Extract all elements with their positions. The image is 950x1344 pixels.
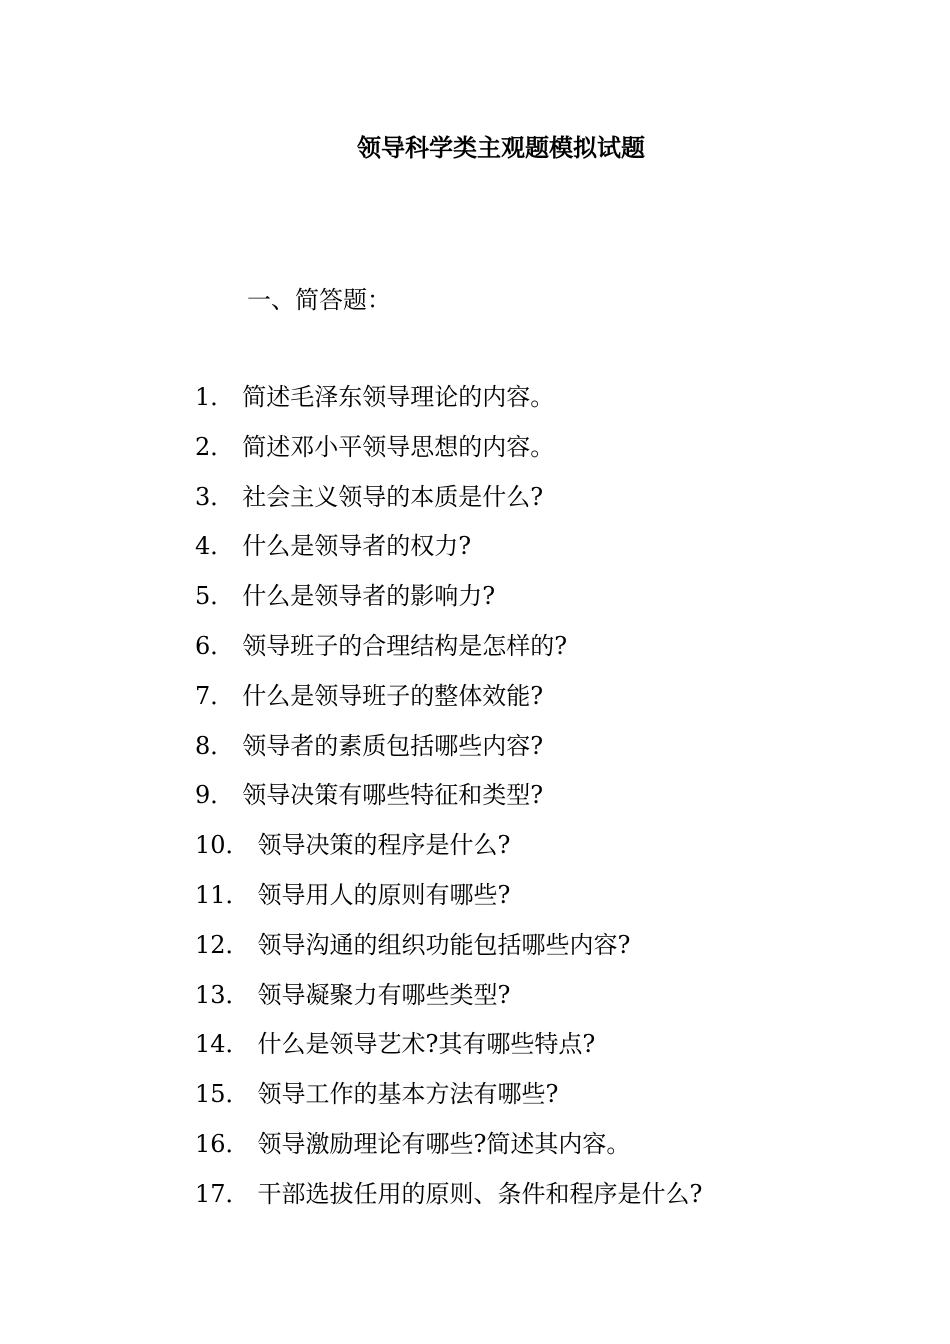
question-text: 什么是领导班子的整体效能? [242, 681, 544, 710]
question-text: 领导者的素质包括哪些内容? [242, 731, 544, 760]
question-text: 社会主义领导的本质是什么? [242, 482, 544, 511]
question-text: 什么是领导者的影响力? [242, 582, 496, 611]
question-number: 3． [195, 482, 235, 511]
question-text: 领导用人的原则有哪些? [257, 880, 511, 909]
question-number: 16． [195, 1129, 250, 1158]
question-text: 领导凝聚力有哪些类型? [257, 980, 511, 1009]
question-text: 简述邓小平领导思想的内容。 [242, 432, 555, 461]
question-item [195, 928, 702, 978]
question-item [195, 878, 702, 928]
question-text: 干部选拔任用的原则、条件和程序是什么? [257, 1179, 703, 1208]
question-item [195, 828, 702, 878]
question-number: 5． [195, 582, 235, 611]
question-text: 领导决策的程序是什么? [257, 831, 511, 860]
question-text: 领导决策有哪些特征和类型? [242, 781, 544, 810]
question-text: 简述毛泽东领导理论的内容。 [242, 383, 555, 411]
document-title: 领导科学类主观题模拟试题 [357, 133, 645, 162]
question-number: 17． [195, 1179, 250, 1208]
question-item [195, 1177, 702, 1227]
question-text: 领导沟通的组织功能包括哪些内容? [257, 930, 631, 959]
question-item [195, 729, 702, 779]
question-item [195, 629, 702, 679]
question-item [195, 679, 702, 729]
section-heading: 一、简答题： [247, 286, 391, 314]
question-number: 11． [195, 880, 250, 909]
question-item [195, 529, 702, 579]
question-text: 什么是领导艺术?其有哪些特点? [257, 1030, 596, 1059]
question-number: 6． [195, 631, 235, 660]
question-item [195, 430, 702, 480]
question-number: 15． [195, 1080, 250, 1109]
question-text: 什么是领导者的权力? [242, 532, 472, 561]
question-text: 领导激励理论有哪些?简述其内容。 [257, 1129, 631, 1158]
question-number: 13． [195, 980, 250, 1009]
question-text: 领导班子的合理结构是怎样的? [242, 631, 568, 660]
question-list [195, 380, 702, 1227]
question-item [195, 1077, 702, 1127]
question-number: 4． [195, 532, 235, 561]
question-number: 1． [195, 383, 235, 411]
question-number: 7． [195, 681, 235, 710]
question-item [195, 978, 702, 1028]
question-number: 12． [195, 930, 250, 959]
question-number: 8． [195, 731, 235, 760]
question-number: 9． [195, 781, 235, 810]
question-item [195, 1027, 702, 1077]
question-number: 2． [195, 432, 235, 461]
question-item [195, 579, 702, 629]
question-item [195, 480, 702, 530]
question-text: 领导工作的基本方法有哪些? [257, 1080, 559, 1109]
question-item [195, 380, 702, 430]
question-number: 10． [195, 831, 250, 860]
question-item [195, 778, 702, 828]
question-number: 14． [195, 1030, 250, 1059]
question-item [195, 1127, 702, 1177]
